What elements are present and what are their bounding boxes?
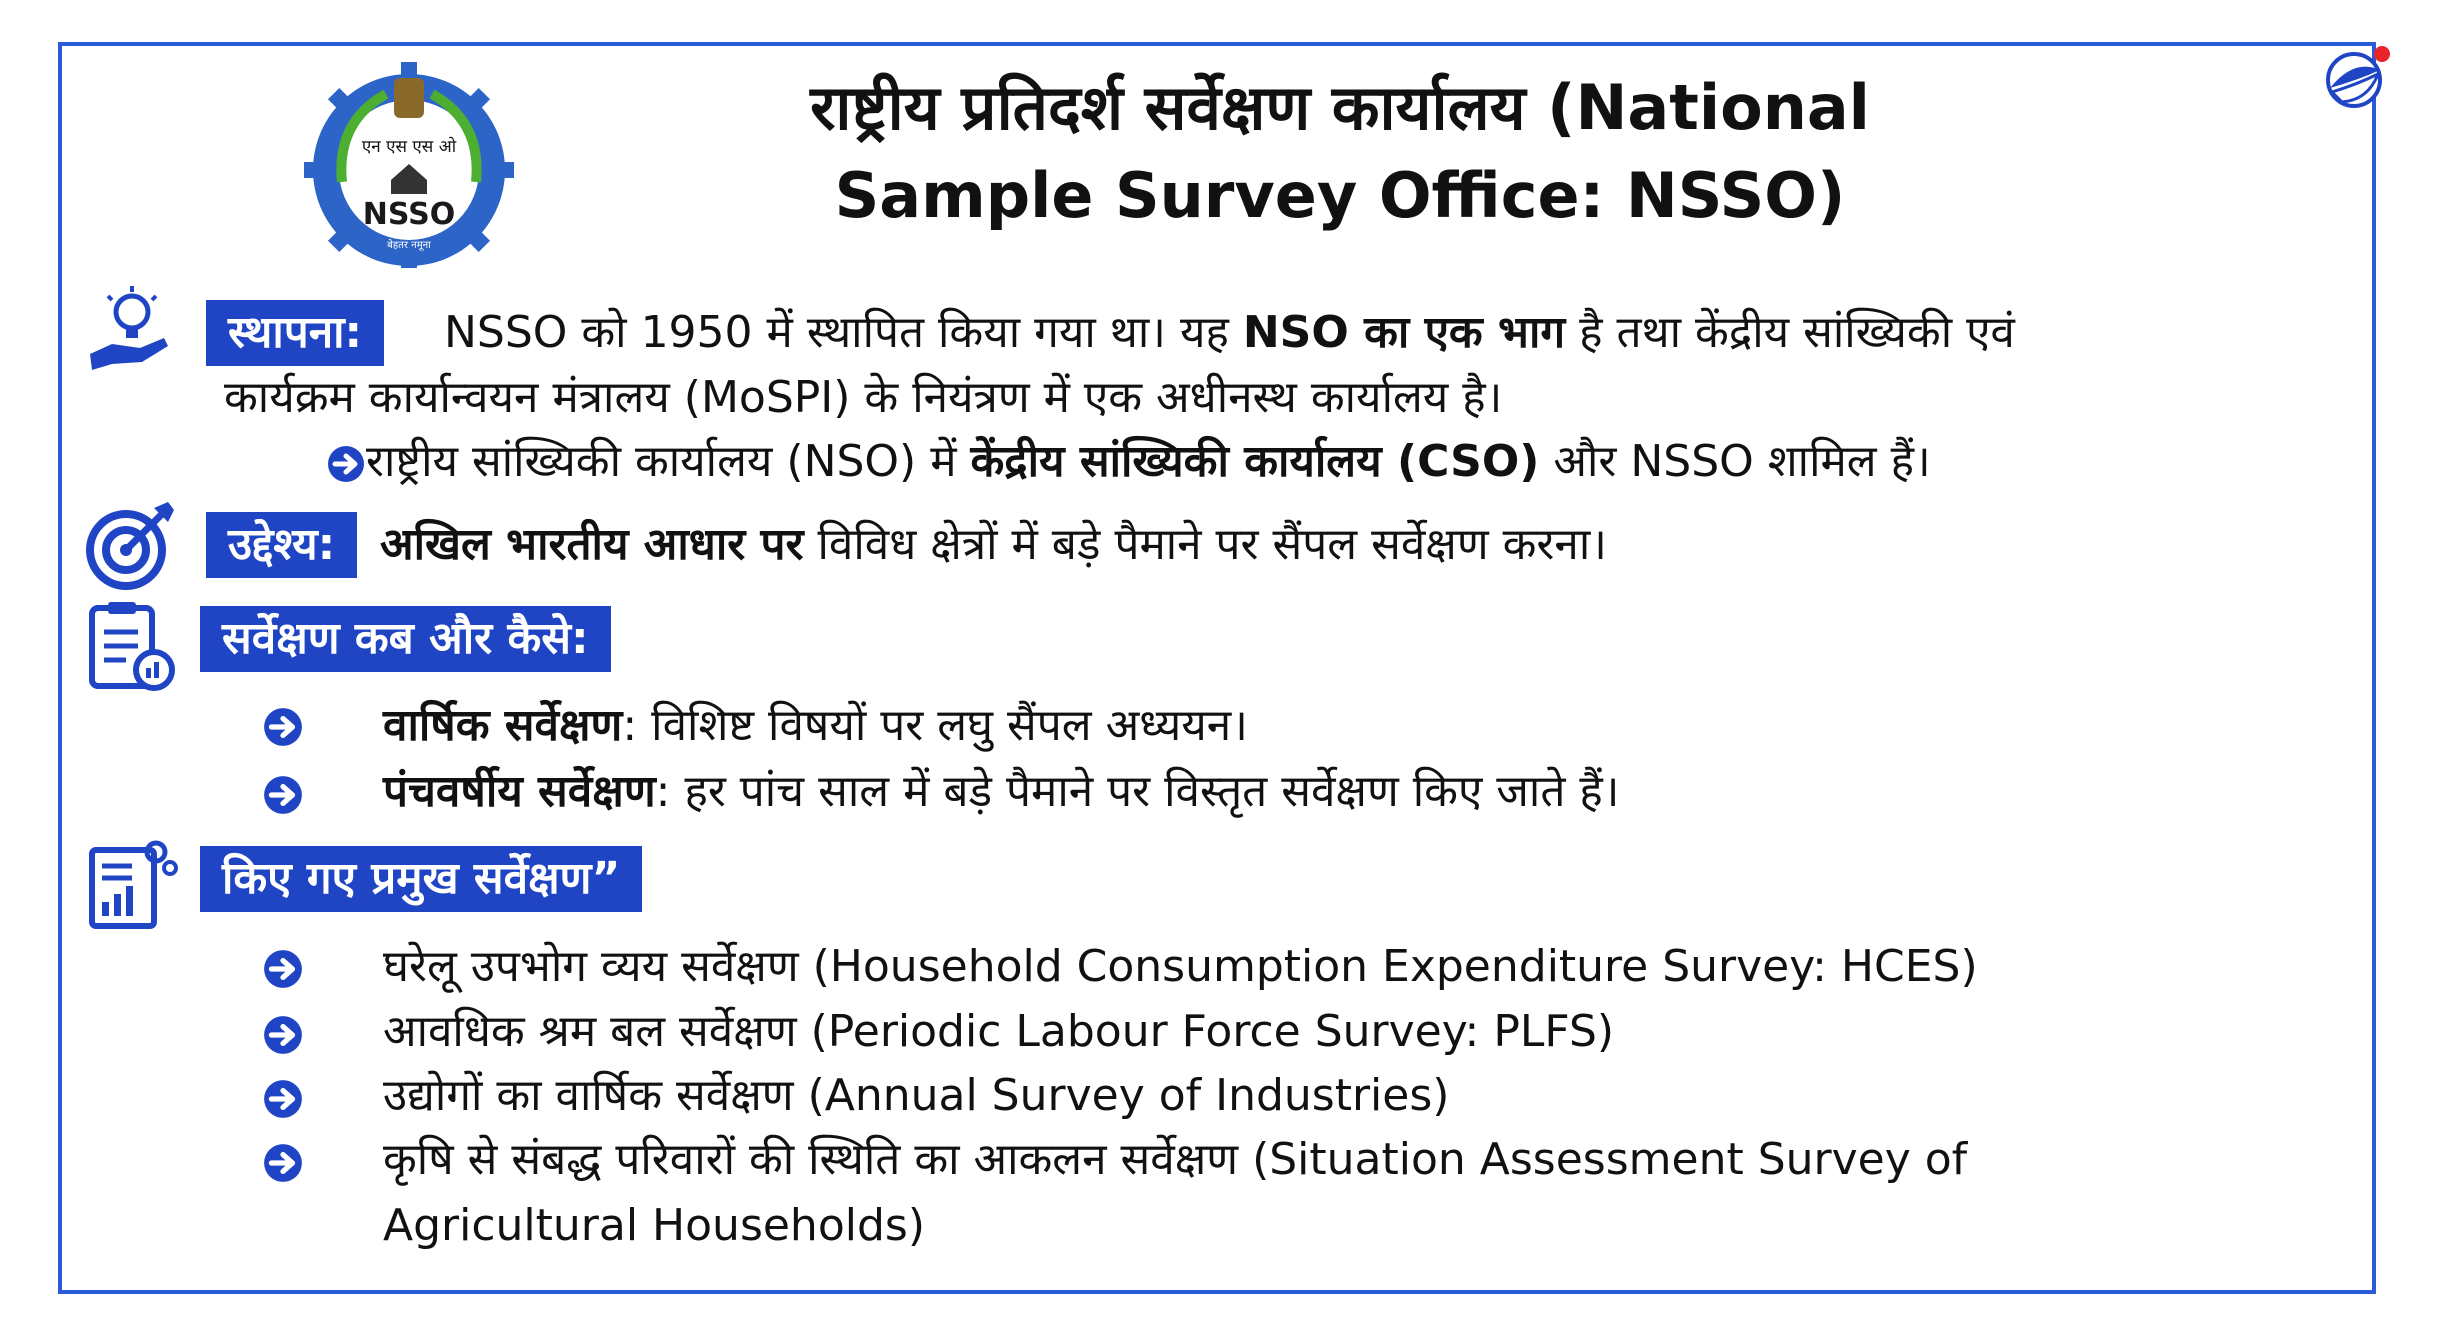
survey-how-item-quinquennial-bold: पंचवर्षीय सर्वेक्षण — [383, 766, 656, 817]
arrow-right-icon — [262, 706, 304, 748]
emblem-hindi: एन एस एस ओ — [361, 137, 457, 157]
page-title-line1: राष्ट्रीय प्रतिदर्श सर्वेक्षण कार्यालय (National — [810, 71, 1870, 144]
objective-text-bold: अखिल भारतीय आधार पर — [380, 519, 804, 570]
establishment-line1-c: है तथा केंद्रीय सांख्यिकी एवं — [1565, 307, 2015, 358]
establishment-line1-a: NSSO को 1950 में स्थापित किया गया था। यह — [444, 307, 1243, 358]
emblem-name: NSSO — [362, 197, 456, 232]
major-surveys-label: किए गए प्रमुख सर्वेक्षण” — [200, 846, 642, 912]
objective-label: उद्देश्य: — [206, 512, 357, 578]
arrow-right-icon — [262, 1078, 304, 1120]
establishment-line3 — [326, 430, 1931, 494]
clipboard-chart-icon — [82, 598, 178, 694]
survey-how-item-quinquennial — [383, 760, 1619, 824]
survey-how-item-annual-bold: वार्षिक सर्वेक्षण — [383, 700, 623, 751]
nsso-emblem-icon — [296, 52, 522, 278]
major-survey-item: कृषि से संबद्ध परिवारों की स्थिति का आकलन सर्वेक्षण (Situation Assessment Survey of — [383, 1134, 1968, 1185]
establishment-label: स्थापना: — [206, 300, 384, 366]
survey-how-item-annual-rest: : विशिष्ट विषयों पर लघु सैंपल अध्ययन। — [622, 700, 1248, 751]
establishment-line3-bold: केंद्रीय सांख्यिकी कार्यालय (CSO) — [970, 436, 1540, 487]
establishment-line1 — [444, 301, 2015, 365]
arrow-right-icon — [262, 1014, 304, 1056]
target-icon — [82, 498, 178, 594]
lightbulb-hand-icon — [82, 282, 178, 378]
establishment-line3-a: राष्ट्रीय सांख्यिकी कार्यालय (NSO) में — [366, 436, 971, 487]
arrow-right-icon — [262, 948, 304, 990]
establishment-line2: कार्यक्रम कार्यान्वयन मंत्रालय (MoSPI) के नियंत्रण में एक अधीनस्थ कार्यालय है। — [224, 372, 1503, 423]
major-survey-item: घरेलू उपभोग व्यय सर्वेक्षण (Household Consumption Expenditure Survey: HCES) — [383, 941, 1978, 992]
establishment-line3-c: और NSSO शामिल हैं। — [1539, 436, 1931, 487]
establishment-line1-bold: NSO का एक भाग — [1242, 307, 1566, 358]
major-survey-item: आवधिक श्रम बल सर्वेक्षण (Periodic Labour Force Survey: PLFS) — [383, 1006, 1615, 1057]
survey-how-item-quinquennial-rest: : हर पांच साल में बड़े पैमाने पर विस्तृत सर्वेक्षण किए जाते हैं। — [655, 766, 1620, 817]
survey-how-label: सर्वेक्षण कब और कैसे: — [200, 606, 611, 672]
major-survey-item-continued: Agricultural Households) — [383, 1200, 925, 1251]
page-title — [560, 64, 2120, 240]
objective-text — [380, 513, 1607, 577]
arrow-right-icon — [326, 444, 366, 484]
page-title-line2: Sample Survey Office: NSSO) — [834, 159, 1846, 232]
brand-logo-icon — [2318, 40, 2394, 116]
emblem-motto: बेहतर नमूना — [387, 240, 431, 251]
arrow-right-icon — [262, 774, 304, 816]
survey-how-item-annual — [383, 694, 1248, 758]
arrow-right-icon — [262, 1142, 304, 1184]
report-chart-icon — [82, 836, 178, 932]
objective-text-rest: विविध क्षेत्रों में बड़े पैमाने पर सैंपल सर्वेक्षण करना। — [803, 519, 1607, 570]
major-survey-item: उद्योगों का वार्षिक सर्वेक्षण (Annual Survey of Industries) — [383, 1070, 1450, 1121]
